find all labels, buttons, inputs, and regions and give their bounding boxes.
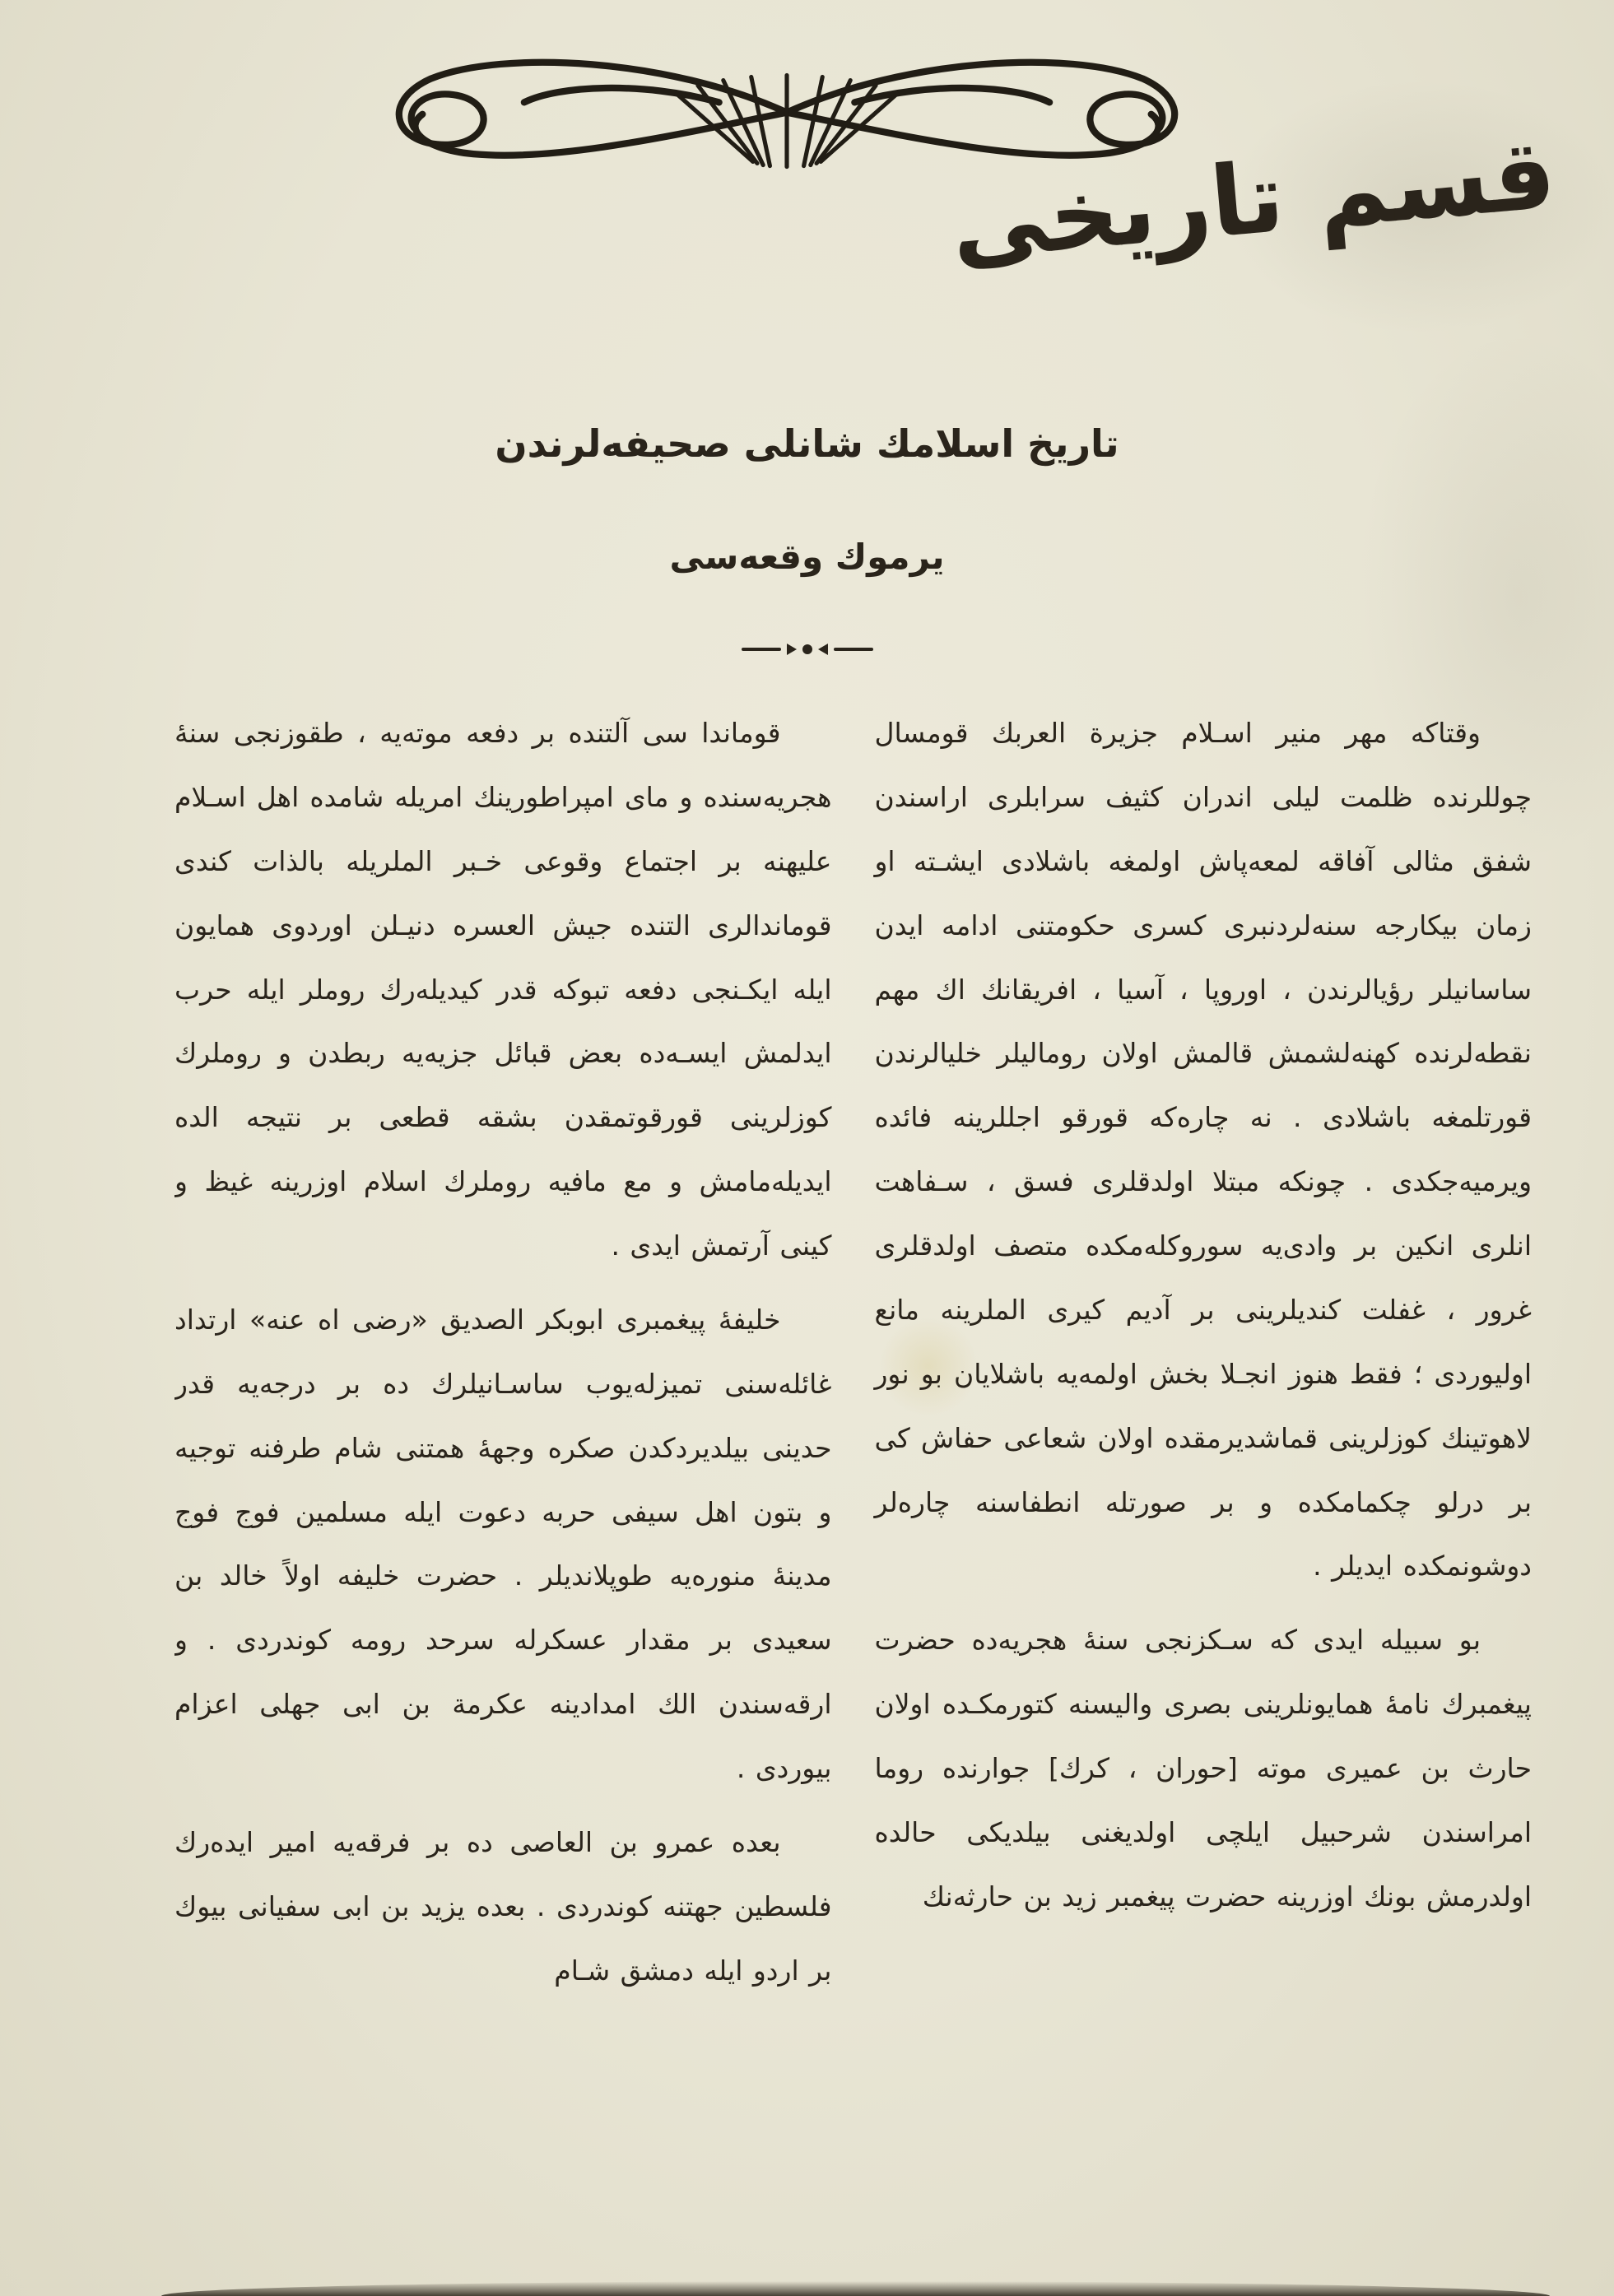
divider-arrow-icon — [787, 644, 797, 655]
divider-arrow-icon — [818, 644, 828, 655]
paragraph: بو سبيله ايدى كه سـكزنجى سنهٔ هجريه‌ده حضرت پيغمبرك نامهٔ همايونلرينى بصرى واليسنه كتورمكـده اولان حارث بن عميرى موته [حوران ، كرك] جوارنده روما امراسندن شرحبيل ايلچى اولديغنى بيلديكى حالده اولدرمش بونك اوزرينه حضرت پيغمبر زيد بن حارثه‌نك — [874, 1624, 1532, 1913]
divider-line-icon — [742, 648, 781, 651]
masthead-title: قسم تاريخى — [946, 116, 1560, 282]
paragraph: وقتاكه مهر منير اسـلام جزيرة العربك قومسال چوللرنده ظلمت ليلى اندران كثيف سرابلرى اراسندن شفق مثالى آفاقه لمعه‌پاش اولمغه باشلادى ايشـته او زمان بيكارجه سنه‌لردنبرى كسرى حكومتنى ادامه ايدن ساسانيلر رؤيالرندن ، اوروپا ، آسيا ، افريقانك اك مهم نقطه‌لرنده كهنه‌لشمش قالمش اولان روماليلر خليالرندن قورتلمغه باشلادى . نه چاره‌كه قورقو اجللرينه فائده ويرميه‌جكدى . چونكه مبتلا اولدقلرى فسق ، سـفاهت انلرى انكين بر وادى‌يه سوروكله‌مكده متصف اولدقلرى غرور ، غفلت كنديلرينى بر آديم كيرى الملرينه مانع اوليوردى ؛ فقط هنوز انجـلا بخش اولمه‌يه باشلايان بو نور لاهوتينك كوزلرينى قماشديرمقده اولان شعاعى حفاش كى بر درلو چكمامكده و بر صورتله انطفاسنه چاره‌لر دوشونمكده ايديلر . — [874, 717, 1532, 1583]
divider-line-icon — [834, 648, 873, 651]
paragraph: خليفهٔ پيغمبرى ابوبكر الصديق «رضى اه عنه» ارتداد غائله‌سنى تميزله‌يوب ساسـانيلرك ده بر درجه‌يه قدر حدينى بيلديردكدن صكره وجههٔ همتنى شام طرفنه توجيه و بتون اهل سيفى حربه دعوت ايله مسلمين فوج فوج مدينهٔ منوره‌يه طوپلانديلر . حضرت خليفه اولاً خالد بن سعيدى بر مقدار عسكرله سرحد رومه كوندردى . و ارقه‌سندن الك امدادينه عكرمة بن ابى جهلى اعزام بيوردى . — [174, 1303, 832, 1784]
article-title: يرموك وقعه‌سى — [669, 537, 945, 577]
column-left — [174, 701, 832, 2275]
paragraph: بعده عمرو بن العاصى ده بر فرقه‌يه امير ايده‌رك فلسطين جهتنه كوندردى . بعده يزيد بن ابى سفيانى بيوك بر اردو ايله دمشق شـام — [174, 1825, 832, 1987]
section-divider-ornament — [742, 644, 873, 655]
subtitle: تاريخ اسلامك شانلى صحيفه‌لرندن — [495, 421, 1119, 466]
paragraph: قوماندا سى آلتنده بر دفعه موته‌يه ، طقوزنجى سنهٔ هجريه‌سنده و ماى امپراطورينك امريله شامده اهل اسـلام عليهنه بر اجتماع وقوعى خـبر الملريله بالذات كندى قوماندالرى التنده جيش العسره دنيـلن اوردوى همايون ايله ايكـنجى دفعه تبوكه قدر كيديله‌رك روملر ايله حرب ايدلمش ايسـه‌ده بعض قبائل جزيه‌يه ربطدن و روملرك كوزلرينى قورقوتمقدن بشقه قطعى بر نتيجه الده ايديله‌مامش و مع مافيه روملرك اسلام اوزرينه غيظ و كينى آرتمش ايدى . — [174, 717, 832, 1262]
column-right — [875, 701, 1533, 2275]
body-text-area — [174, 701, 1532, 2275]
divider-dot-icon — [802, 644, 812, 654]
